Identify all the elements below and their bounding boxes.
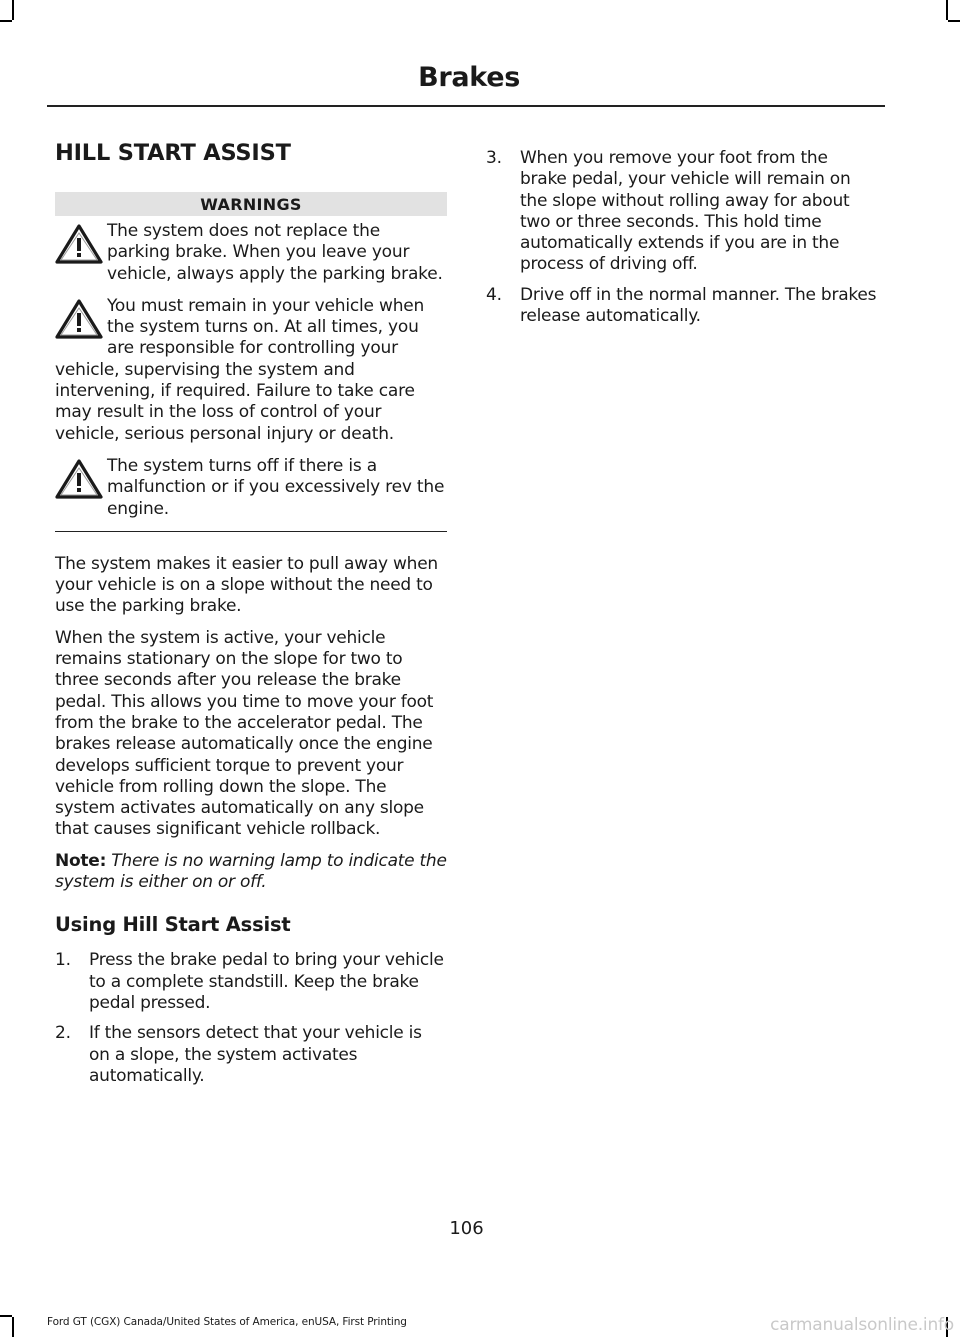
step-item: [486, 285, 878, 328]
footer-text: Ford GT (CGX) Canada/United States of America, enUSA, First Printing: [47, 1316, 407, 1328]
step-number: 1.: [55, 950, 71, 971]
step-text: If the sensors detect that your vehicle is on a slope, the system activates automatically.: [89, 1023, 422, 1086]
steps-list-continued: [486, 148, 878, 327]
left-column: [55, 140, 447, 1096]
warning-text: The system does not replace the parking brake. When you leave your vehicle, always apply the parking brake.: [107, 221, 443, 284]
right-column: [486, 148, 878, 336]
step-item: [55, 1023, 447, 1087]
steps-list: [55, 950, 447, 1087]
step-number: 2.: [55, 1023, 71, 1044]
subsection-title: Using Hill Start Assist: [55, 913, 291, 937]
crop-mark: [12, 1317, 14, 1337]
page-header-title: Brakes: [418, 62, 520, 93]
crop-mark: [946, 0, 948, 20]
section-title: HILL START ASSIST: [55, 140, 291, 166]
warning-item: [55, 456, 447, 520]
crop-mark: [948, 20, 960, 22]
warnings-heading: WARNINGS: [55, 192, 447, 216]
watermark: carmanualsonline.info: [770, 1315, 954, 1335]
note: [55, 851, 447, 894]
step-number: 3.: [486, 148, 502, 168]
note-label: Note:: [55, 850, 107, 871]
step-text: Press the brake pedal to bring your vehicle to a complete standstill. Keep the brake pedal pressed.: [89, 950, 444, 1013]
warning-triangle-icon: [53, 221, 105, 269]
note-text: There is no warning lamp to indicate the system is either on or off.: [55, 850, 447, 893]
step-text: When you remove your foot from the brake pedal, your vehicle will remain on the slope without rolling away for about two or three seconds. This hold time automatically extends if you are in the process of driving off.: [520, 148, 851, 275]
crop-mark: [0, 1315, 12, 1317]
step-item: [55, 950, 447, 1014]
warning-item: [55, 221, 447, 285]
crop-mark: [12, 0, 14, 20]
step-text: Drive off in the normal manner. The brakes release automatically.: [520, 284, 877, 327]
header-divider: [47, 105, 885, 107]
step-number: 4.: [486, 284, 502, 305]
warnings-divider: [55, 531, 447, 532]
body-paragraph: When the system is active, your vehicle remains stationary on the slope for two to three seconds after you release the brake pedal. This allows you time to move your foot from the brake to the accelerator pedal. The brakes release automatically once the engine develops sufficient torque to prevent your vehicle from rolling down the slope. The system activates automatically on any slope that causes significant vehicle rollback.: [55, 627, 434, 840]
crop-mark: [0, 20, 12, 22]
warning-item: [55, 296, 447, 445]
page-number: 106: [449, 1218, 484, 1239]
body-paragraph: The system makes it easier to pull away when your vehicle is on a slope without the need to use the parking brake.: [55, 553, 438, 617]
step-item: [486, 148, 878, 276]
warning-text: You must remain in your vehicle when the system turns on. At all times, you are responsible for controlling your vehicle, supervising the system and intervening, if required. Failure to take care may result in the loss of control of your vehicle, serious personal injury or death.: [55, 295, 425, 444]
warning-triangle-icon: [53, 456, 105, 504]
warning-triangle-icon: [53, 296, 105, 344]
warning-text: The system turns off if there is a malfunction or if you excessively rev the engine.: [107, 455, 445, 519]
